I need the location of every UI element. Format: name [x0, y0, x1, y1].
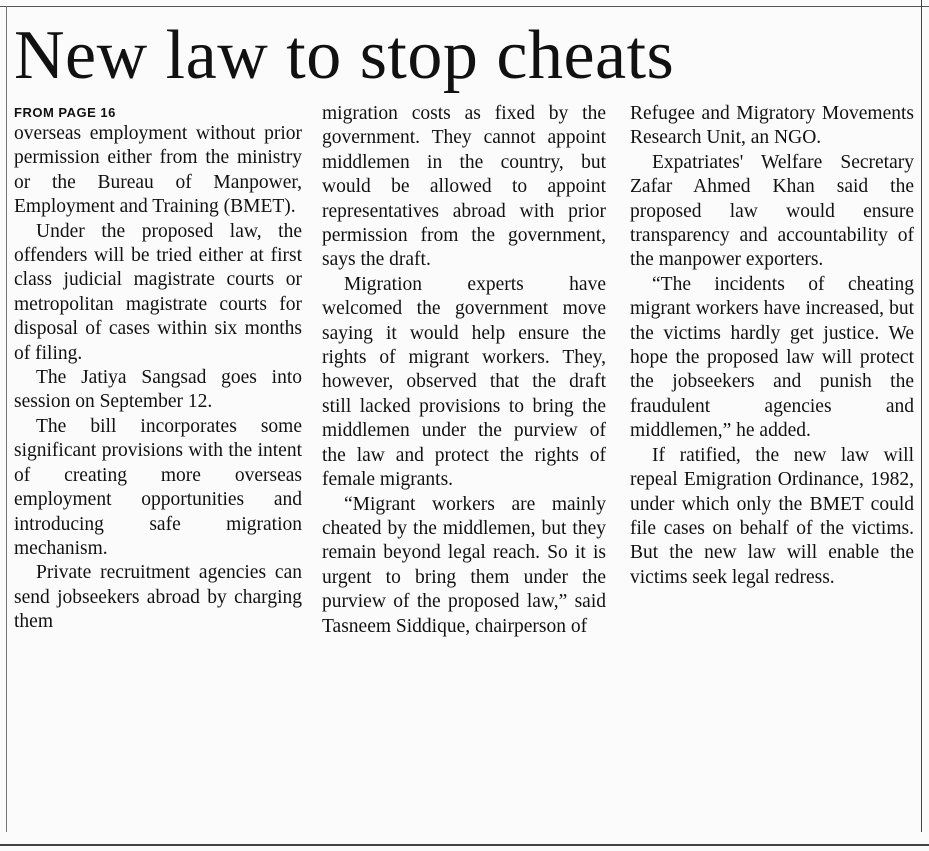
- paragraph: The Jatiya Sangsad goes into session on September 12.: [14, 367, 302, 413]
- paragraph-continued: Refugee and Migratory Movements Research Unit, an NGO.: [630, 103, 914, 149]
- paragraph: Migration experts have welcomed the government move saying it would help ensure the rights of migrant workers. They, however, observed that the draft still lacked provisions to bring the middlemen under the purview of the law and protect the rights of female migrants.: [322, 273, 606, 491]
- clipping-left-border: [6, 6, 7, 832]
- paragraph-continued: overseas employment without prior permission either from the ministry or the Bureau of Manpower, Employment and Training (BMET).: [14, 123, 302, 218]
- clipping-top-border: [0, 6, 929, 7]
- paragraph: The bill incorporates some significant provisions with the intent of creating more overseas employment opportunities and introducing safe migration mechanism.: [14, 415, 302, 559]
- article-column-2: [322, 102, 606, 832]
- paragraph: Private recruitment agencies can send jobseekers abroad by charging them: [14, 562, 302, 633]
- clipping-right-border: [921, 0, 922, 832]
- paragraph: “The incidents of cheating migrant workers have increased, but the victims hardly get justice. We hope the proposed law will protect the jobseekers and punish the fraudulent agencies and middlemen,” he added.: [630, 273, 914, 442]
- headline: New law to stop cheats: [14, 17, 675, 94]
- article-column-1: [14, 102, 302, 832]
- paragraph: Expatriates' Welfare Secretary Zafar Ahmed Khan said the proposed law would ensure transparency and accountability of the manpower exporters.: [630, 151, 914, 271]
- clipping-bottom-border: [0, 844, 929, 846]
- jump-line: FROM PAGE 16: [14, 105, 116, 120]
- paragraph: Under the proposed law, the offenders will be tried either at first class judicial magistrate courts or metropolitan magistrate courts for disposal of cases within six months of filing.: [14, 220, 302, 364]
- paragraph-continued: migration costs as fixed by the government. They cannot appoint middlemen in the country, but would be allowed to appoint representatives abroad with prior permission from the government, says the draft.: [322, 103, 606, 271]
- article-column-3: [630, 102, 914, 832]
- paragraph: “Migrant workers are mainly cheated by the middlemen, but they remain beyond legal reach. So it is urgent to bring them under the purview of the proposed law,” said Tasneem Siddique, chairperson of: [322, 493, 606, 637]
- paragraph: If ratified, the new law will repeal Emigration Ordinance, 1982, under which only the BMET could file cases on behalf of the victims. But the new law will enable the victims seek legal redress.: [630, 444, 914, 588]
